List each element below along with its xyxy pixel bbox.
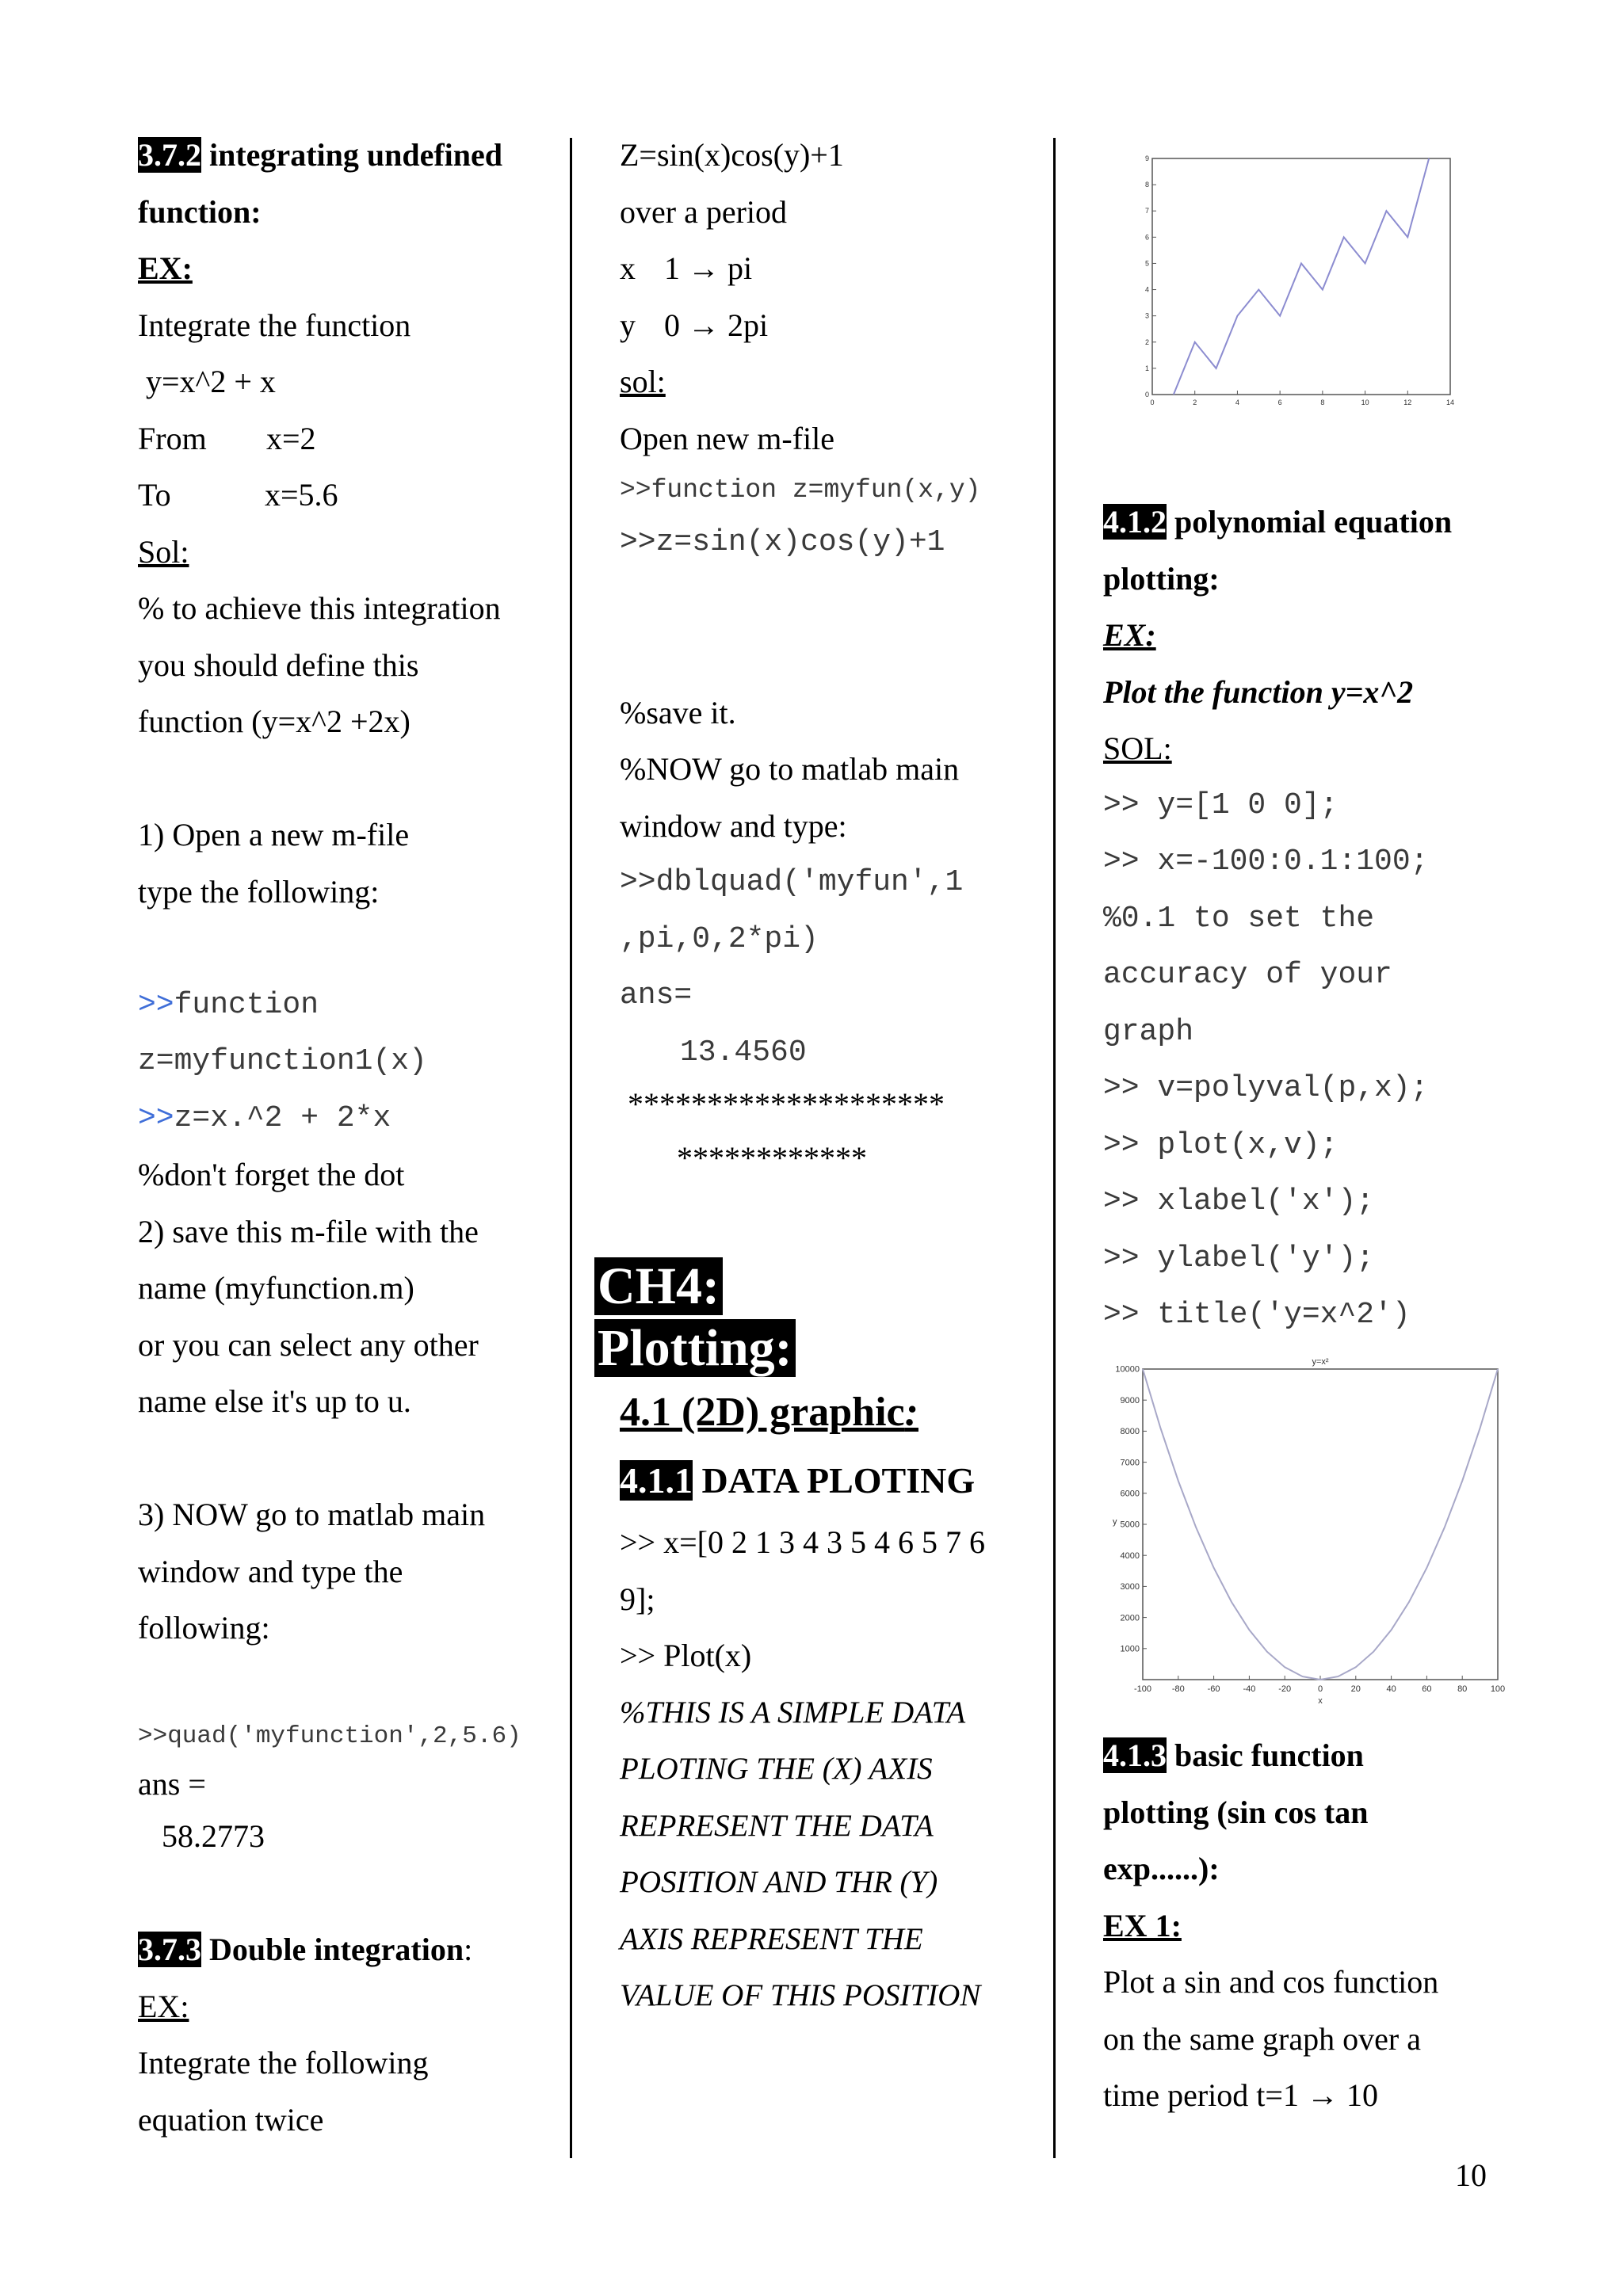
text-line: following: [138, 1610, 270, 1646]
example-label: EX: [1103, 617, 1156, 653]
text-line: type the following: [138, 873, 380, 910]
comment-line: REPRESENT THE DATA [620, 1808, 934, 1843]
code-line: >> title('y=x^2') [1103, 1298, 1411, 1332]
comment-line: POSITION AND THR (Y) [620, 1865, 938, 1899]
comment-line: PLOTING THE (X) AXIS [620, 1752, 933, 1786]
x-range-value: 1 → pi [664, 250, 753, 286]
code-line: accuracy of your [1103, 958, 1392, 992]
y-label: y [620, 307, 636, 343]
x-tick-label: -20 [1278, 1684, 1292, 1694]
code-line: >> y=[1 0 0]; [1103, 788, 1338, 822]
code-line: >> plot(x,v); [1103, 1127, 1338, 1162]
equation: Z=sin(x)cos(y)+1 [620, 137, 844, 173]
text-line: %NOW go to matlab main [620, 751, 960, 787]
code-line: >> xlabel('x'); [1103, 1184, 1375, 1219]
y-tick-label: 7000 [1120, 1458, 1140, 1468]
answer-value: 13.4560 [680, 1035, 807, 1070]
section-title-cont: exp......): [1103, 1851, 1220, 1886]
text-line: name else it's up to u. [138, 1383, 411, 1419]
y-tick-label: 0 [1144, 391, 1149, 399]
text-line: name (myfunction.m) [138, 1270, 414, 1306]
example-label: EX: [138, 1988, 189, 2024]
from-line [138, 410, 566, 467]
text-line: Integrate the function [138, 307, 411, 343]
text-line: 2) save this m-file with the [138, 1213, 479, 1249]
column-divider [1053, 138, 1056, 2158]
code-line: 9]; [620, 1581, 655, 1617]
column-1 [138, 127, 566, 2148]
column-3-lower [1103, 1727, 1547, 2124]
series-line [1143, 1369, 1498, 1680]
text-line: on the same graph over a [1103, 2020, 1421, 2057]
x-tick-label: -100 [1133, 1684, 1152, 1694]
y-tick-label: 6000 [1120, 1489, 1140, 1499]
series-line [1174, 158, 1429, 395]
x-tick-label: -60 [1207, 1684, 1220, 1694]
column-2 [620, 127, 1040, 1188]
code-line: >> Plot(x) [620, 1638, 752, 1673]
x-axis-label: x [1318, 1696, 1323, 1703]
section-heading-4-1-2 [1103, 494, 1547, 551]
x-tick-label: 6 [1277, 399, 1282, 406]
comment-line: %THIS IS A SIMPLE DATA [620, 1695, 966, 1730]
section-number: 3.7.3 [138, 1932, 201, 1967]
text-line: time period t=1 → 10 [1103, 2077, 1378, 2113]
y-tick-label: 7 [1144, 207, 1149, 215]
answer-label: ans= [620, 978, 693, 1013]
y-tick-label: 4000 [1120, 1550, 1140, 1561]
to-line [138, 467, 566, 524]
y-tick-label: 1 [1144, 364, 1149, 372]
text-line: over a period [620, 193, 788, 230]
plot-frame [1152, 158, 1450, 395]
code-line: graph [1103, 1014, 1194, 1049]
x-tick-label: -40 [1243, 1684, 1256, 1694]
to-label: To [138, 477, 171, 513]
column-divider [570, 138, 572, 2158]
code-line: >> x=-100:0.1:100; [1103, 845, 1429, 879]
y-tick-label: 3000 [1120, 1582, 1140, 1592]
section-title: Double integration [201, 1932, 464, 1967]
x-tick-label: 40 [1386, 1684, 1396, 1694]
section-number: 3.7.2 [138, 137, 201, 173]
x-tick-label: 2 [1193, 399, 1197, 406]
page-number: 10 [1455, 2157, 1487, 2193]
solution-label: Sol: [138, 533, 189, 570]
comment-line: VALUE OF THIS POSITION [620, 1978, 981, 2012]
section-number: 4.1.2 [1103, 504, 1167, 540]
answer-label: ans = [138, 1766, 206, 1802]
data-plot-chart [1133, 151, 1466, 412]
text-line: Integrate the following [138, 2045, 429, 2081]
y-tick-label: 5000 [1120, 1520, 1140, 1530]
y-axis-label: y [1113, 1517, 1117, 1527]
example-label: EX 1: [1103, 1907, 1182, 1943]
text-line: 1) Open a new m-file [138, 817, 410, 852]
answer-value: 58.2773 [138, 1818, 265, 1854]
text-line: window and type the [138, 1553, 403, 1589]
code-line: %0.1 to set the [1103, 901, 1375, 936]
column-2-lower [620, 1383, 1040, 2024]
y-tick-label: 2000 [1120, 1613, 1140, 1623]
plot-frame [1143, 1369, 1498, 1680]
x-range [620, 240, 1040, 297]
separator-stars: ******************** [628, 1086, 945, 1122]
parabola-chart [1102, 1347, 1514, 1703]
text-line: y=x^2 + x [138, 364, 276, 399]
y-tick-label: 8 [1144, 181, 1149, 189]
code-line: >> v=polyval(p,x); [1103, 1071, 1429, 1105]
section-colon: : [464, 1932, 473, 1967]
x-tick-label: 0 [1150, 399, 1155, 406]
code-text: function [174, 987, 319, 1022]
section-title: 4.1 (2D) graphic [620, 1390, 905, 1435]
code-line: >>dblquad('myfun',1 [620, 865, 964, 899]
solution-label: SOL: [1103, 730, 1172, 766]
chapter-number: CH4: [594, 1257, 723, 1315]
x-tick-label: 60 [1422, 1684, 1432, 1694]
code-line: >>quad('myfunction',2,5.6) [138, 1722, 521, 1750]
section-number: 4.1.1 [620, 1460, 693, 1501]
chart-title: y=x² [1312, 1357, 1329, 1367]
section-title-cont: plotting: [1103, 560, 1220, 597]
y-tick-label: 9 [1144, 154, 1149, 162]
text-line: 3) NOW go to matlab main [138, 1497, 486, 1532]
code-line: >> ylabel('y'); [1103, 1241, 1375, 1276]
section-heading-4-1-3 [1103, 1727, 1547, 1784]
y-tick-label: 5 [1144, 259, 1149, 268]
section-title: basic function [1167, 1737, 1364, 1773]
text-line: function (y=x^2 +2x) [138, 704, 411, 739]
x-tick-label: 80 [1457, 1684, 1468, 1694]
x-tick-label: 0 [1317, 1684, 1323, 1694]
y-tick-label: 1000 [1120, 1644, 1140, 1654]
text-line: window and type: [620, 807, 847, 844]
section-title: DATA PLOTING [693, 1460, 976, 1501]
y-tick-label: 6 [1144, 233, 1149, 242]
text-line: %don't forget the dot [138, 1157, 405, 1192]
prompt: >> [138, 1100, 174, 1135]
section-title: polynomial equation [1167, 504, 1453, 540]
y-tick-label: 10000 [1115, 1364, 1140, 1375]
to-value: x=5.6 [265, 477, 338, 513]
section-colon: : [904, 1390, 918, 1435]
from-value: x=2 [266, 420, 316, 456]
code-line: >> x=[0 2 1 3 4 3 5 4 6 5 7 6 [620, 1524, 985, 1560]
prompt: >> [138, 987, 174, 1022]
code-line [138, 1090, 566, 1147]
code-text: z=x.^2 + 2*x [174, 1100, 391, 1135]
section-heading-3-7-3 [138, 1921, 566, 1978]
y-tick-label: 4 [1144, 285, 1149, 294]
code-line: z=myfunction1(x) [138, 1044, 427, 1078]
x-tick-label: 14 [1445, 399, 1455, 406]
section-heading-4-1 [620, 1383, 1040, 1451]
section-heading-3-7-2 [138, 127, 566, 184]
chapter-heading [594, 1256, 796, 1379]
example-label: EX: [138, 250, 193, 286]
y-tick-label: 3 [1144, 311, 1149, 320]
x-tick-label: 20 [1350, 1684, 1361, 1694]
y-tick-label: 8000 [1120, 1427, 1140, 1437]
y-range-value: 0 → 2pi [664, 307, 769, 343]
x-tick-label: 12 [1403, 399, 1412, 406]
x-label: x [620, 250, 636, 286]
comment-line: AXIS REPRESENT THE [620, 1921, 923, 1956]
column-3 [1103, 494, 1547, 1344]
text-line: equation twice [138, 2101, 324, 2138]
section-heading-4-1-1 [620, 1451, 1040, 1514]
x-tick-label: -80 [1171, 1684, 1185, 1694]
text-line: Plot the function y=x^2 [1103, 673, 1414, 710]
x-tick-label: 4 [1235, 399, 1239, 406]
section-title: integrating undefined [201, 137, 503, 173]
y-range [620, 297, 1040, 354]
separator-stars: ************ [677, 1140, 867, 1176]
chapter-title: Plotting: [594, 1319, 796, 1377]
from-label: From [138, 420, 207, 456]
y-tick-label: 9000 [1120, 1395, 1140, 1405]
text-line: Plot a sin and cos function [1103, 1964, 1439, 2000]
x-tick-label: 100 [1490, 1684, 1506, 1694]
text-line: you should define this [138, 646, 419, 683]
code-line: >>function z=myfun(x,y) [620, 475, 981, 505]
code-line: >>z=sin(x)cos(y)+1 [620, 525, 945, 559]
text-line: Open new m-file [620, 420, 835, 456]
solution-label: sol: [620, 364, 666, 399]
section-title-cont: plotting (sin cos tan [1103, 1794, 1369, 1830]
code-line: ,pi,0,2*pi) [620, 921, 819, 956]
section-number: 4.1.3 [1103, 1737, 1167, 1773]
text-line: % to achieve this integration [138, 590, 501, 626]
y-tick-label: 2 [1144, 338, 1149, 346]
code-line [138, 977, 566, 1034]
x-tick-label: 8 [1320, 399, 1325, 406]
x-tick-label: 10 [1361, 399, 1369, 406]
text-line: %save it. [620, 694, 736, 730]
section-title-cont: function: [138, 193, 262, 230]
text-line: or you can select any other [138, 1326, 479, 1363]
